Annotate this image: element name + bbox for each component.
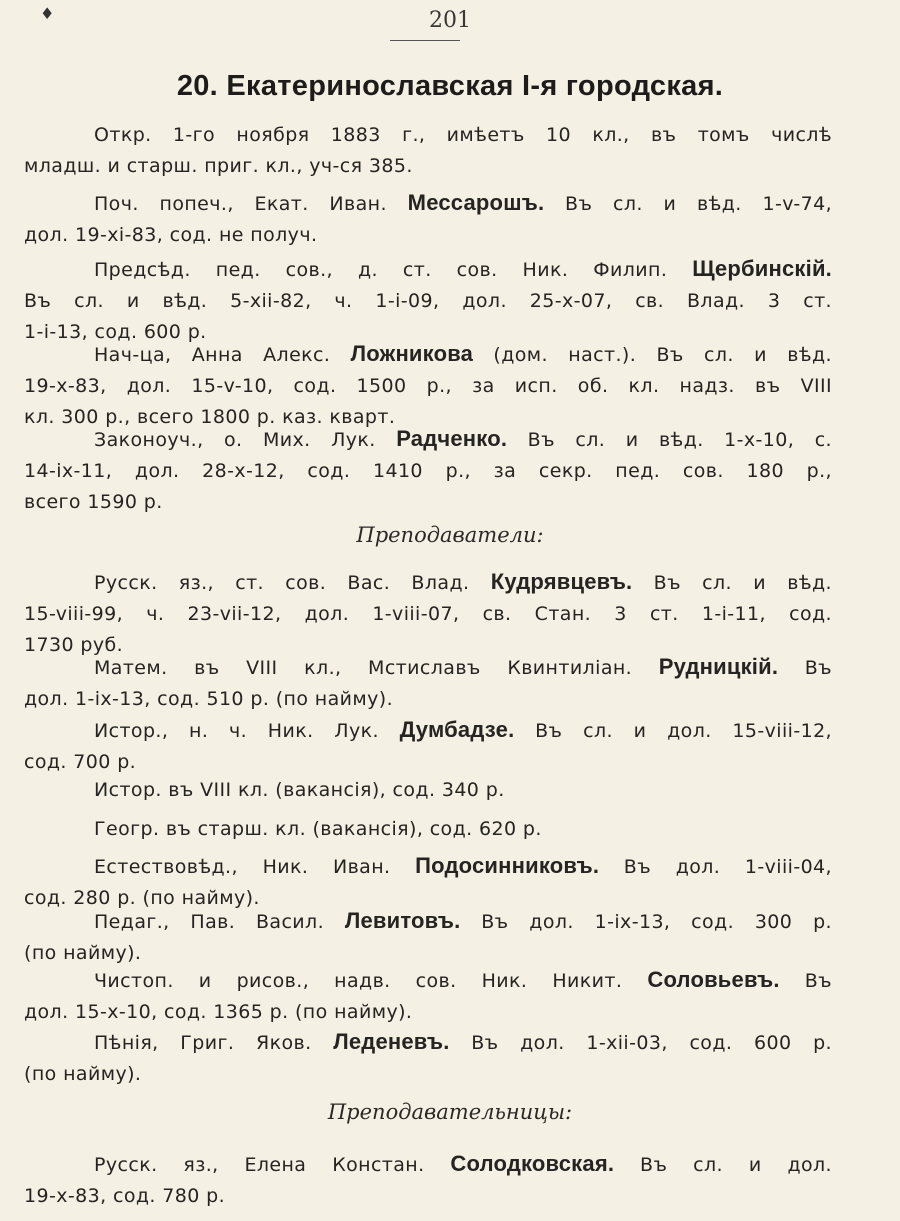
entry-line: младш. и старш. приг. кл., уч-ся 385.	[24, 155, 413, 177]
surname: Леденевъ.	[333, 1029, 450, 1054]
entry-text: (дом. наст.). Въ сл. и вѣд.	[473, 344, 832, 366]
entry-first-line: Геогр. въ старш. кл. (вакансія), сод. 620 р.	[94, 818, 542, 840]
entry-line: сод. 700 р.	[24, 751, 137, 773]
entry-line: Откр. 1-го ноября 1883 г., имѣетъ 10 кл., въ томъ числѣ	[94, 124, 832, 146]
surname: Соловьевъ.	[647, 967, 780, 992]
entry-first-line	[24, 651, 832, 684]
entry-first-line: Истор. въ VIII кл. (вакансія), сод. 340 р.	[94, 779, 505, 801]
entry-text: Въ	[779, 970, 832, 992]
surname: Солодковская.	[450, 1151, 615, 1176]
entry-text: Поч. попеч., Екат. Иван.	[94, 193, 408, 215]
entry-first-line	[24, 253, 832, 286]
entry-line: Въ сл. и вѣд. 5-xii-82, ч. 1-i-09, дол. 25-x-07, св. Влад. 3 ст.	[24, 290, 832, 312]
teacher-entry	[24, 775, 832, 806]
entry-line: кл. 300 р., всего 1800 р. каз. кварт.	[24, 406, 396, 428]
entry-first-line	[24, 566, 832, 599]
surname: Подосинниковъ.	[415, 853, 600, 878]
teacher-entry	[24, 1026, 832, 1090]
page-number: 201	[429, 8, 471, 33]
teacher-entry	[24, 566, 832, 661]
entry-line: (по найму).	[24, 1063, 142, 1085]
entry-text: Въ сл. и вѣд. 1-x-10, с.	[507, 429, 832, 451]
entry-first-line	[24, 423, 832, 456]
entry-text: Законоуч., о. Мих. Лук.	[94, 429, 397, 451]
entry-text: Въ сл. и вѣд. 1-v-74,	[544, 193, 833, 215]
surname: Рудницкій.	[658, 654, 779, 679]
entry-first-line	[24, 1148, 832, 1181]
surname: Радченко.	[396, 426, 508, 451]
entry-first-line	[24, 338, 832, 371]
entry-line: 1730 руб.	[24, 634, 124, 656]
entry-text: Матем. въ VIII кл., Мстиславъ Квинтиліан.	[94, 657, 659, 679]
entry-text: Педаг., Пав. Васил.	[94, 911, 345, 933]
surname: Кудрявцевъ.	[490, 569, 633, 594]
teacher-entry	[24, 905, 832, 969]
entry-headmistress	[24, 338, 832, 433]
entry-text: Естествовѣд., Ник. Иван.	[94, 856, 416, 878]
entry-line: 15-viii-99, ч. 23-vii-12, дол. 1-viii-07, св. Стан. 3 ст. 1-i-11, сод.	[24, 603, 832, 625]
entry-text: Въ дол. 1-viii-04,	[599, 856, 832, 878]
entry-line: 19-x-83, сод. 780 р.	[24, 1185, 226, 1207]
entry-text: Въ дол. 1-ix-13, сод. 300 р.	[460, 911, 832, 933]
entry-first-line	[24, 964, 832, 997]
surname: Ложникова	[350, 341, 474, 366]
entry-line: (по найму).	[24, 942, 142, 964]
entry-line: сод. 280 р. (по найму).	[24, 887, 260, 909]
entry-first-line	[24, 905, 832, 938]
ink-spot: ♦	[40, 4, 55, 23]
section-heading-teachers: Преподаватели:	[356, 523, 544, 547]
entry-text: Въ дол. 1-xii-03, сод. 600 р.	[449, 1032, 832, 1054]
entry-opening	[24, 120, 832, 182]
entry-text: Въ сл. и дол. 15-viii-12,	[514, 720, 832, 742]
entry-first-line	[24, 1026, 832, 1059]
entry-line: дол. 19-xi-83, сод. не получ.	[24, 224, 318, 246]
entry-line: дол. 15-x-10, сод. 1365 р. (по найму).	[24, 1001, 413, 1023]
teacher-entry	[24, 651, 832, 715]
surname: Щербинскій.	[692, 256, 832, 281]
entry-text: Истор., н. ч. Ник. Лук.	[94, 720, 400, 742]
entry-first-line	[24, 187, 832, 220]
entry-text: Въ	[778, 657, 832, 679]
page-number-rule	[390, 40, 460, 41]
entry-first-line	[24, 714, 832, 747]
entry-text: Пѣнія, Григ. Яков.	[94, 1032, 334, 1054]
entry-first-line	[24, 850, 832, 883]
entry-text: Предсѣд. пед. сов., д. ст. сов. Ник. Филип.	[94, 259, 693, 281]
woman-teacher-entry	[24, 1148, 832, 1212]
entry-text: Нач-ца, Анна Алекс.	[94, 344, 351, 366]
entry-text: Русск. яз., ст. сов. Вас. Влад.	[94, 572, 491, 594]
entry-line: 1-i-13, сод. 600 р.	[24, 321, 207, 343]
school-title: 20. Екатеринославская I-я городская.	[176, 70, 724, 102]
entry-chairman	[24, 253, 832, 348]
teacher-entry	[24, 714, 832, 778]
teacher-entry	[24, 964, 832, 1028]
entry-text: Чистоп. и рисов., надв. сов. Ник. Никит.	[94, 970, 648, 992]
entry-text: Въ сл. и дол.	[614, 1154, 832, 1176]
entry-line: всего 1590 р.	[24, 491, 163, 513]
entry-trustee	[24, 187, 832, 251]
entry-line: 14-ix-11, дол. 28-x-12, сод. 1410 р., за секр. пед. сов. 180 р.,	[24, 460, 832, 482]
entry-line: 19-x-83, дол. 15-v-10, сод. 1500 р., за исп. об. кл. надз. въ VIII	[24, 375, 832, 397]
surname: Думбадзе.	[399, 717, 515, 742]
surname: Левитовъ.	[344, 908, 461, 933]
entry-line: дол. 1-ix-13, сод. 510 р. (по найму).	[24, 688, 394, 710]
section-heading-women-teachers: Преподавательницы:	[327, 1100, 573, 1124]
surname: Мессарошъ.	[407, 190, 545, 215]
entry-text: Русск. яз., Елена Констан.	[94, 1154, 451, 1176]
entry-chaplain	[24, 423, 832, 518]
teacher-entry	[24, 814, 832, 845]
entry-text: Въ сл. и вѣд.	[632, 572, 832, 594]
